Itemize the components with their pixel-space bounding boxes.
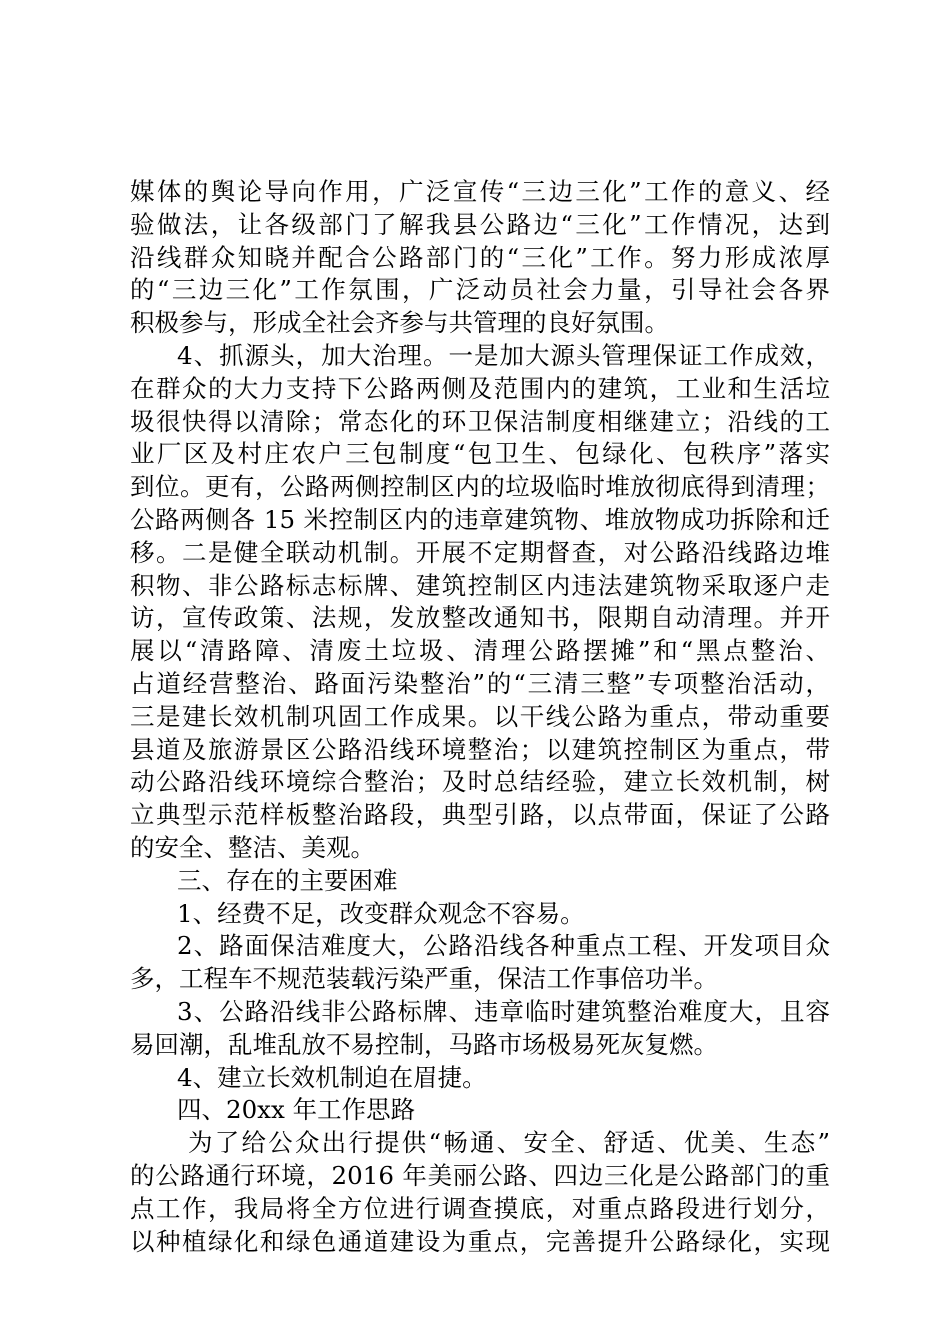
text-line: 公路两侧各 15 米控制区内的违章建筑物、堆放物成功拆除和迁 xyxy=(130,504,830,534)
document-body xyxy=(130,176,830,1258)
text-line: 4、抓源头，加大治理。一是加大源头管理保证工作成效， xyxy=(177,340,830,370)
text-line: 县道及旅游景区公路沿线环境整治；以建筑控制区为重点，带 xyxy=(130,734,830,764)
text-line: 业厂区及村庄农户三包制度“包卫生、包绿化、包秩序”落实 xyxy=(130,439,830,469)
text-line: 访，宣传政策、法规，发放整改通知书，限期自动清理。并开 xyxy=(130,603,830,633)
text-line: 立典型示范样板整治路段，典型引路，以点带面，保证了公路 xyxy=(130,800,830,830)
paragraph-5 xyxy=(130,996,830,1062)
text-line: 三是建长效机制巩固工作成果。以干线公路为重点，带动重要 xyxy=(130,701,830,731)
text-line: 积物、非公路标志标牌、建筑控制区内违法建筑物采取逐户走 xyxy=(130,570,830,600)
text-line: 移。二是健全联动机制。开展不定期督查，对公路沿线路边堆 xyxy=(130,537,830,567)
text-line: 3、公路沿线非公路标牌、违章临时建筑整治难度大，且容 xyxy=(177,996,830,1026)
text-line: 在群众的大力支持下公路两侧及范围内的建筑，工业和生活垃 xyxy=(130,373,830,403)
paragraph-4 xyxy=(130,930,830,996)
paragraph-1 xyxy=(130,176,830,340)
text-line: 点工作，我局将全方位进行调查摸底，对重点路段进行划分， xyxy=(130,1193,830,1223)
paragraph-2 xyxy=(130,340,830,865)
text-line: 1、经费不足，改变群众观念不容易。 xyxy=(177,898,585,928)
text-line: 积极参与，形成全社会齐参与共管理的良好氛围。 xyxy=(130,308,669,338)
section-heading-3 xyxy=(130,865,830,898)
heading-text: 四、20xx 年工作思路 xyxy=(177,1095,416,1125)
section-heading-4 xyxy=(130,1094,830,1127)
heading-text: 三、存在的主要困难 xyxy=(177,865,398,895)
paragraph-3 xyxy=(130,898,830,931)
text-line: 媒体的舆论导向作用，广泛宣传“三边三化”工作的意义、经 xyxy=(130,177,830,206)
text-line: 2、路面保洁难度大，公路沿线各种重点工程、开发项目众 xyxy=(177,931,830,961)
text-line: 展以“清路障、清废土垃圾、清理公路摆摊”和“黑点整治、 xyxy=(130,636,830,666)
text-line: 验做法，让各级部门了解我县公路边“三化”工作情况，达到 xyxy=(130,209,830,239)
text-line: 以种植绿化和绿色通道建设为重点，完善提升公路绿化，实现 xyxy=(130,1226,830,1256)
text-line: 占道经营整治、路面污染整治”的“三清三整”专项整治活动， xyxy=(130,668,830,698)
text-line: 动公路沿线环境综合整治；及时总结经验，建立长效机制，树 xyxy=(130,767,830,797)
text-line: 到位。更有，公路两侧控制区内的垃圾临时堆放彻底得到清理； xyxy=(130,472,830,502)
paragraph-7 xyxy=(130,1127,830,1258)
text-line: 为了给公众出行提供“畅通、安全、舒适、优美、生态” xyxy=(188,1128,830,1158)
text-line: 多，工程车不规范装载污染严重，保洁工作事倍功半。 xyxy=(130,964,718,994)
text-line: 的“三边三化”工作氛围，广泛动员社会力量，引导社会各界 xyxy=(130,275,830,305)
text-line: 圾很快得以清除；常态化的环卫保洁制度相继建立；沿线的工 xyxy=(130,406,830,436)
paragraph-6 xyxy=(130,1062,830,1095)
text-line: 沿线群众知晓并配合公路部门的“三化”工作。努力形成浓厚 xyxy=(130,242,830,272)
text-line: 易回潮，乱堆乱放不易控制，马路市场极易死灰复燃。 xyxy=(130,1029,718,1059)
text-line: 4、建立长效机制迫在眉捷。 xyxy=(177,1062,487,1092)
text-line: 的安全、整洁、美观。 xyxy=(130,832,375,862)
text-line: 的公路通行环境，2016 年美丽公路、四边三化是公路部门的重 xyxy=(130,1160,830,1190)
